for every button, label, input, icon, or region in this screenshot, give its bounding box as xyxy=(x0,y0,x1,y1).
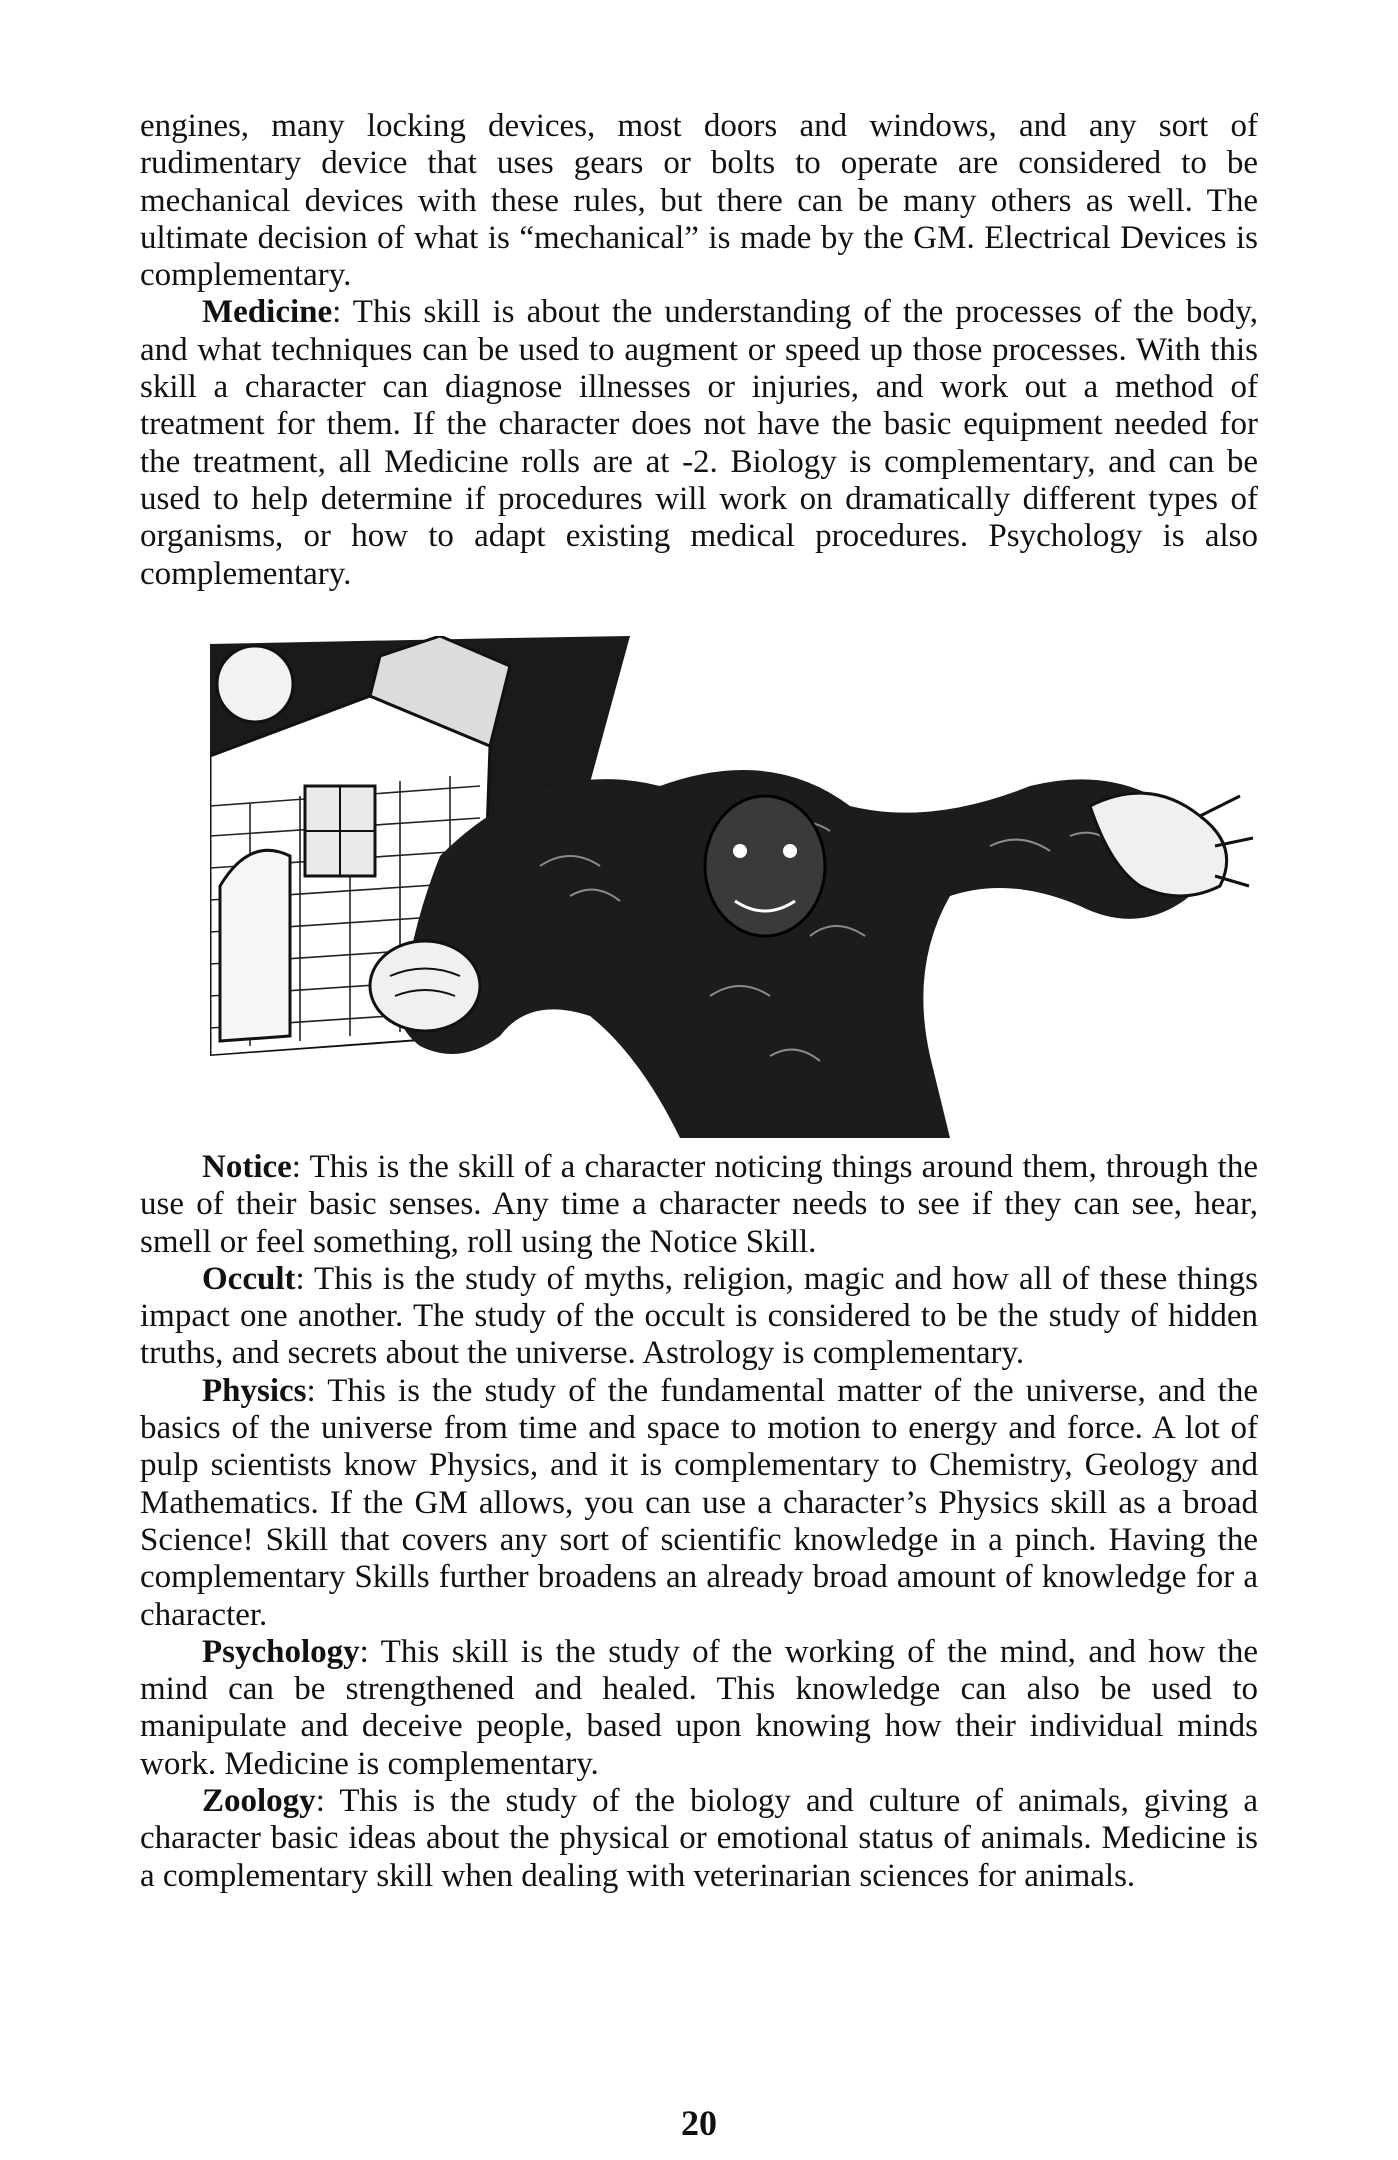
medicine-description: : This skill is about the understanding of the processes of the body, and what techniques can be used to augment or speed up those processes. With this skill a character can diagnose illnesses or injuries, and work out a method of treatment for them. If the character does not have the basic equipment needed for the treatment, all Medicine rolls are at -2. Biology is complementary, and can be used to help determine if procedures will work on dramatically different types of organisms, or how to adapt existing medical procedures. Psychology is also complementary. xyxy=(140,294,1258,592)
medicine-term: Medicine xyxy=(202,294,333,331)
mechanical-devices-paragraph xyxy=(140,108,1258,294)
physics-description: : This is the study of the fundamental matter of the universe, and the basics of the universe from time and space to motion to energy and force. A lot of pulp scientists know Physics, and it is complementary to Chemistry, Geology and Mathematics. If the GM allows, you can use a character’s Physics skill as a broad Science! Skill that covers any sort of scientific knowledge in a pinch. Having the complementary Skills further broadens an already broad amount of knowledge for a character. xyxy=(140,1372,1258,1633)
occult-paragraph xyxy=(140,1261,1258,1373)
psychology-paragraph xyxy=(140,1634,1258,1783)
zoology-paragraph xyxy=(140,1783,1258,1895)
notice-term: Notice xyxy=(202,1149,292,1185)
werewolf-illustration-icon xyxy=(210,636,1258,1138)
psychology-term: Psychology xyxy=(202,1633,360,1670)
zoology-description: : This is the study of the biology and culture of animals, giving a character basic ideas about the physical or emotional status of animals. Medicine is a complementary skill when dealing with veterinarian sciences for animals. xyxy=(140,1783,1258,1894)
physics-paragraph xyxy=(140,1373,1258,1634)
occult-term: Occult xyxy=(202,1260,296,1297)
bottom-text-block xyxy=(140,1149,1258,1895)
top-text-block xyxy=(140,108,1258,593)
notice-paragraph xyxy=(140,1149,1258,1261)
psychology-description: : This skill is the study of the working of the mind, and how the mind can be strengthened and healed. This knowledge can also be used to manipulate and deceive people, based upon knowing how their individual minds work. Medicine is complementary. xyxy=(140,1633,1258,1782)
mechanical-devices-text: engines, many locking devices, most doors and windows, and any sort of rudimentary device that uses gears or bolts to operate are considered to be mechanical devices with these rules, but there can be many others as well. The ultimate decision of what is “mechanical” is made by the GM. Electrical Devices is complementary. xyxy=(140,108,1258,294)
zoology-term: Zoology xyxy=(202,1783,316,1820)
physics-term: Physics xyxy=(202,1372,307,1409)
medicine-paragraph xyxy=(140,294,1258,592)
occult-description: : This is the study of myths, religion, magic and how all of these things impact one another. The study of the occult is considered to be the study of hidden truths, and secrets about the universe. Astrology is complementary. xyxy=(140,1260,1258,1372)
notice-description: : This is the skill of a character noticing things around them, through the use of their basic senses. Any time a character needs to see if they can see, hear, smell or feel something, roll using the Notice Skill. xyxy=(140,1149,1258,1260)
page-number: 20 xyxy=(681,2103,717,2143)
